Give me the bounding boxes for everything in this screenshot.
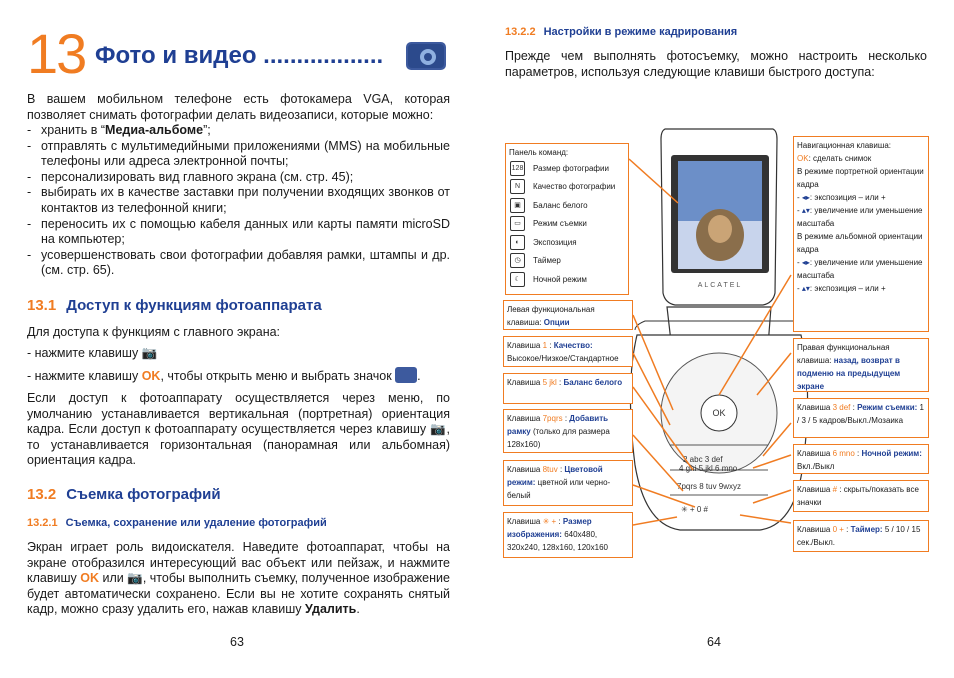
quality-icon: N [510,179,525,194]
list-item: - усовершенствовать свои фотографии добавляя рамки, штампы и др. (см. стр. 65). [27,248,450,279]
ok-key-icon: OK [141,369,161,383]
camera-key-icon: 📷 [430,422,447,437]
svg-text:4 ghi 5 jkl 6 mno: 4 ghi 5 jkl 6 mno [679,464,738,473]
list-item: - хранить в “Медиа-альбоме”; [27,123,450,139]
left-right-arrows-icon: ◂▸ [801,258,810,267]
camera-app-icon [395,367,417,383]
list-item: - персонализировать вид главного экрана (см. стр. 45); [27,170,450,186]
camera-key-icon: 📷 [141,346,158,360]
svg-text:OK: OK [712,408,726,418]
svg-text:7pqrs 8 tuv 9wxyz: 7pqrs 8 tuv 9wxyz [677,482,742,491]
page-number-right: 64 [707,635,721,649]
command-panel [505,143,629,295]
section-13-2-heading: 13.2 Съемка фотографий [27,486,221,503]
section-13-2-1-heading: 13.2.1 Съемка, сохранение или удаление фотографий [27,517,327,529]
night-mode-icon: ☾ [510,272,525,287]
list-item: ◷ Таймер [509,252,625,271]
list-item: N Качество фотографии [509,178,625,197]
camera-icon [406,42,446,70]
list-item: ▣ Баланс белого [509,196,625,215]
list-item: - переносить их с помощью кабеля данных или карты памяти microSD на компьютер; [27,217,450,248]
intro-paragraph: В вашем мобильном телефоне есть фотокамера VGA, которая позволяет снимать фотографии делать видеозаписи, которые можно: [27,92,450,122]
chapter-title: Фото и видео .................. [95,42,384,69]
list-item: ▭ Режим съемки [509,215,625,234]
photo-size-icon: 128 [510,161,525,176]
key-6-callout: Клавиша 6 mno : Ночной режим: Вкл./Выкл [793,444,929,474]
step-2: - нажмите клавишу OK, чтобы открыть меню и выбрать значок . [27,369,421,383]
left-soft-key-callout: Левая функциональная клавиша: Опции [503,300,633,330]
section-13-2-2-heading: 13.2.2 Настройки в режиме кадрирования [505,26,738,38]
key-hash-callout: Клавиша # : скрыть/показать все значки [793,480,929,512]
section-13-1-heading: 13.1 Доступ к функциям фотоаппарата [27,297,322,314]
key-8-callout: Клавиша 8tuv : Цветовой режим: цветной или чернобелый [503,460,633,506]
step-1: - нажмите клавишу 📷 [27,346,158,360]
list-item: ☾ Ночной режим [509,270,625,289]
key-0-callout: Клавиша 0 + : Таймер: 5 / 10 / 15 сек./Выкл. [793,520,929,552]
nav-key-callout: Навигационная клавиша: OK: сделать снимок В режиме портретной ориентации кадра - ◂▸: экспозиция – или + - ▴▾: увеличение или уменьшение масштаба В режиме альбомной ориентации кадра - ◂▸: увеличение или уменьшение масштаба - ▴▾: экспозиция – или + [793,136,929,332]
exposure-icon: ◐ [510,235,525,250]
right-soft-key-callout: Правая функциональная клавиша: назад, возврат в подменю на предыдущем экране [793,338,929,392]
list-item: - выбирать их в качестве заставки при получении входящих звонков от контактов из телефонной книги; [27,185,450,216]
key-3-callout: Клавиша 3 def : Режим съемки: 1 / 3 / 5 кадров/Выкл./Мозаика [793,398,929,438]
ok-key-icon: OK [80,571,99,586]
phone-brand: ALCATEL [697,282,743,289]
up-down-arrows-icon: ▴▾ [801,206,810,215]
section-13-1-lead: Для доступа к функциям с главного экрана: [27,325,281,339]
svg-text:2 abc 3 def: 2 abc 3 def [683,455,723,464]
list-item: 128 Размер фотографии [509,159,625,178]
page-number-left: 63 [230,635,244,649]
key-star-callout: Клавиша ✳ + : Размер изображения: 640x480, 320x240, 128x160, 120x160 [503,512,633,558]
section-13-1-paragraph: Если доступ к фотоаппарату осуществляется через меню, по умолчанию устанавливается вертикальная (портретная) ориентация кадра. Если доступ к фотоаппарату осуществляется через клавишу 📷, то устанавливается горизонтальная (панорамная или альбомная) ориентация кадра. [27,391,450,468]
section-13-2-1-paragraph: Экран играет роль видоискателя. Наведите фотоаппарат, чтобы на экране отобразился интересующий вас объект или пейзаж, и нажмите клавишу OK или 📷, чтобы выполнить съемку, полученное изображение будет автоматически сохранено. Если вы не хотите сохранять снятый кадр, можно сразу удалить его, нажав клавишу Удалить. [27,540,450,617]
chapter-number: 13 [27,22,86,85]
shooting-mode-icon: ▭ [510,216,525,231]
list-item: ◐ Экспозиция [509,233,625,252]
left-right-arrows-icon: ◂▸ [801,193,810,202]
key-5-callout: Клавиша 5 jkl : Баланс белого [503,373,633,404]
command-panel-title: Панель команд: [509,148,569,157]
up-down-arrows-icon: ▴▾ [801,284,810,293]
camera-key-icon: 📷 [127,571,143,586]
section-13-2-2-intro: Прежде чем выполнять фотосъемку, можно настроить несколько параметров, используя следующие клавиши быстрого доступа: [505,49,927,79]
feature-list [27,123,450,279]
timer-icon: ◷ [510,253,525,268]
key-7-callout: Клавиша 7pqrs : Добавить рамку (только для размера 128x160) [503,409,633,453]
white-balance-icon: ▣ [510,198,525,213]
svg-text:✳ + 0 #: ✳ + 0 # [681,505,708,514]
key-1-callout: Клавиша 1 : Качество: Высокое/Низкое/Стандартное [503,336,633,367]
list-item: - отправлять с мультимедийными приложениями (MMS) на мобильные телефоны или адреса электронной почты; [27,139,450,170]
